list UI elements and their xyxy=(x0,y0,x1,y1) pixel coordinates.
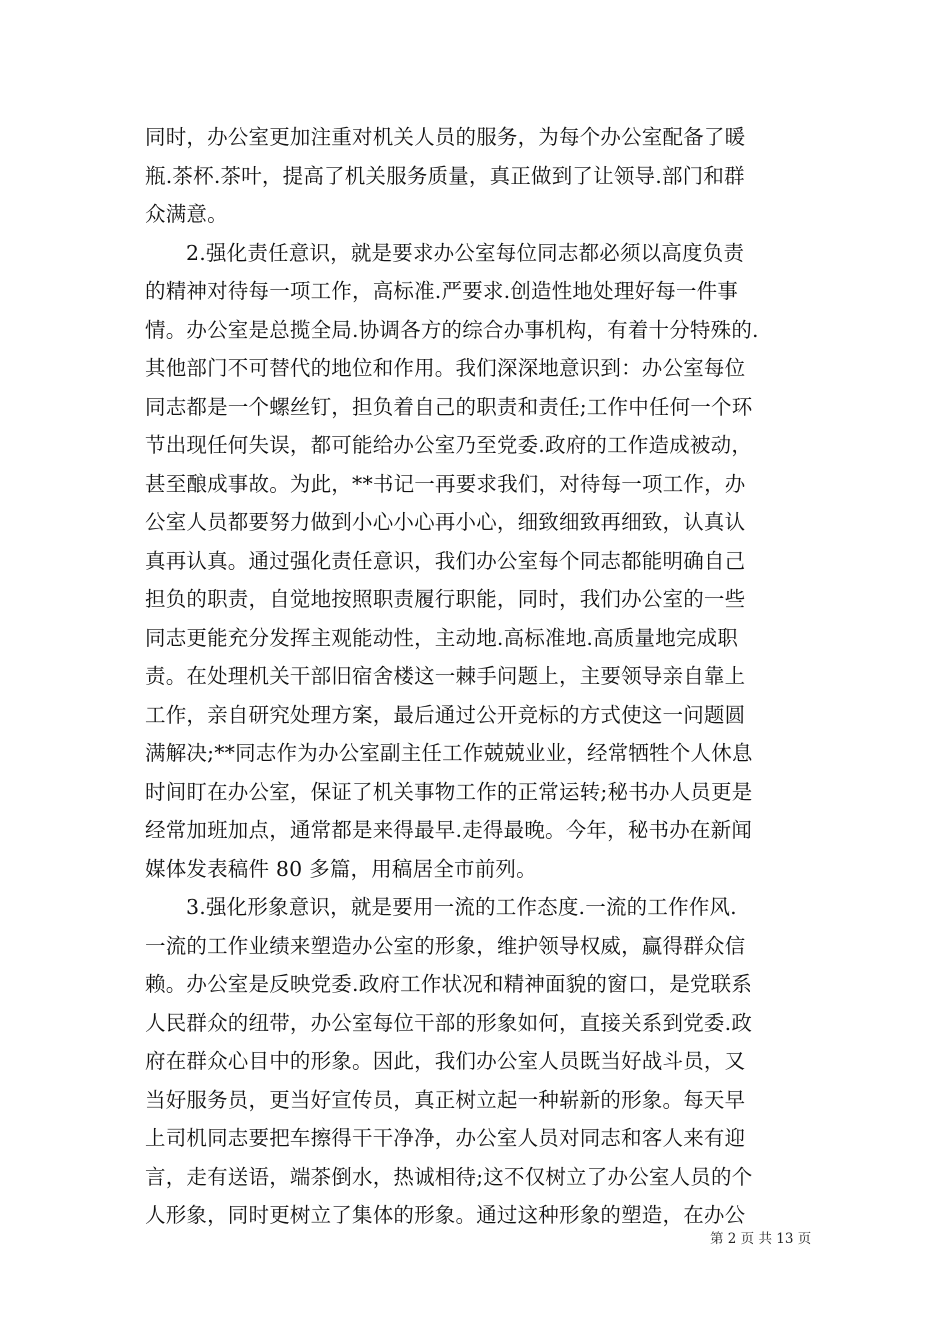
text-line: 当好服务员，更当好宣传员，真正树立起一种崭新的形象。每天早 xyxy=(145,1087,746,1112)
text-line: 上司机同志要把车擦得干干净净，办公室人员对同志和客人来有迎 xyxy=(145,1126,746,1150)
text-line: 公室人员都要努力做到小心小心再小心，细致细致再细致，认真认 xyxy=(145,510,746,534)
text-line: 同志更能充分发挥主观能动性，主动地.高标准地.高质量地完成职 xyxy=(145,625,739,650)
text-line: 同时，办公室更加注重对机关人员的服务，为每个办公室配备了暖 xyxy=(145,125,746,149)
text-line: 经常加班加点，通常都是来得最早.走得最晚。今年，秘书办在新闻 xyxy=(145,818,753,842)
document-body xyxy=(145,118,810,1235)
text-line: 其他部门不可替代的地位和作用。我们深深地意识到：办公室每位 xyxy=(145,356,746,380)
text-line: 节出现任何失误，都可能给办公室乃至党委.政府的工作造成被动， xyxy=(145,433,753,457)
text-line: 众满意。 xyxy=(145,202,228,226)
paragraph-heading-line: 2.强化责任意识，就是要求办公室每位同志都必须以高度负责 xyxy=(186,240,745,265)
text-line: 言，走有送语，端茶倒水，热诚相待;这不仅树立了办公室人员的个 xyxy=(145,1164,753,1189)
text-line: 人形象，同时更树立了集体的形象。通过这种形象的塑造，在办公 xyxy=(145,1203,746,1227)
text-line: 工作，亲自研究处理方案，最后通过公开竞标的方式使这一问题圆 xyxy=(145,702,746,727)
page-number-footer: 第 2 页 共 13 页 xyxy=(710,1231,812,1247)
text-line: 满解决;**同志作为办公室副主任工作兢兢业业，经常牺牲个人休息 xyxy=(145,741,753,765)
text-line: 府在群众心目中的形象。因此，我们办公室人员既当好战斗员，又 xyxy=(145,1049,746,1073)
text-line: 的精神对待每一项工作，高标准.严要求.创造性地处理好每一件事 xyxy=(145,279,739,303)
paragraph-heading-line: 3.强化形象意识，就是要用一流的工作态度.一流的工作作风. xyxy=(186,895,737,919)
text-line: 情。办公室是总揽全局.协调各方的综合办事机构，有着十分特殊的. xyxy=(145,317,759,342)
text-line: 媒体发表稿件 80 多篇，用稿居全市前列。 xyxy=(145,856,537,881)
text-line: 同志都是一个螺丝钉，担负着自己的职责和责任;工作中任何一个环 xyxy=(145,394,753,419)
text-line: 担负的职责，自觉地按照职责履行职能，同时，我们办公室的一些 xyxy=(145,587,746,611)
text-line: 甚至酿成事故。为此，**书记一再要求我们，对待每一项工作，办 xyxy=(145,471,746,496)
text-line: 真再认真。通过强化责任意识，我们办公室每个同志都能明确自己 xyxy=(145,548,746,573)
text-line: 时间盯在办公室，保证了机关事物工作的正常运转;秘书办人员更是 xyxy=(145,779,753,804)
text-line: 赖。办公室是反映党委.政府工作状况和精神面貌的窗口，是党联系 xyxy=(145,972,753,996)
text-line: 瓶.茶杯.茶叶，提高了机关服务质量，真正做到了让领导.部门和群 xyxy=(145,163,745,188)
text-line: 责。在处理机关干部旧宿舍楼这一棘手问题上，主要领导亲自靠上 xyxy=(145,664,746,688)
text-line: 人民群众的纽带，办公室每位干部的形象如何，直接关系到党委.政 xyxy=(145,1010,753,1035)
text-line: 一流的工作业绩来塑造办公室的形象，维护领导权威，赢得群众信 xyxy=(145,933,746,958)
